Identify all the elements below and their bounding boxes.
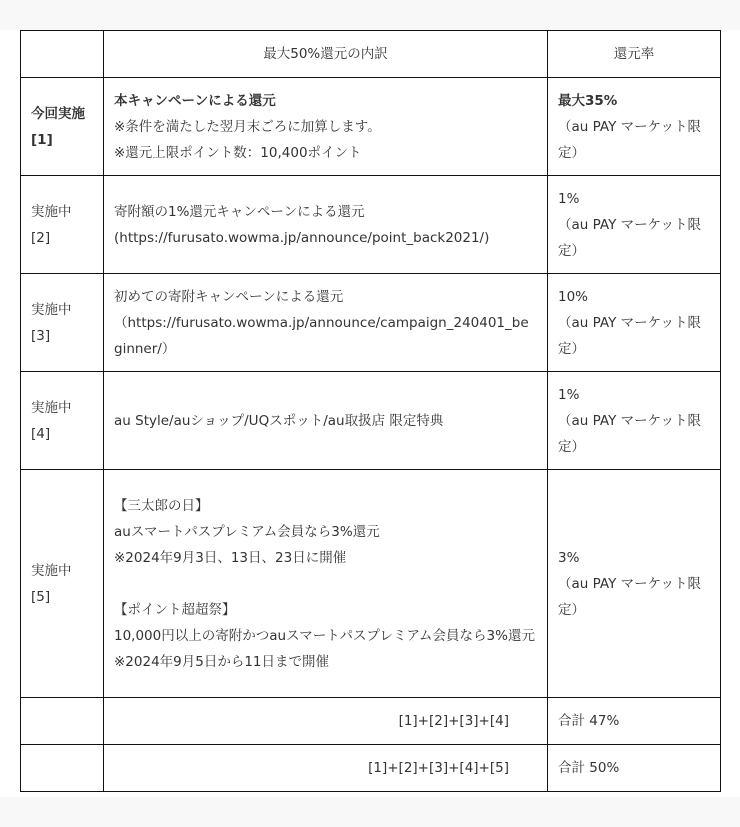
description-line: au Style/auショップ/UQスポット/au取扱店 限定特典 (114, 412, 444, 429)
description-line: 10,000円以上の寄附かつauスマートパスプレミアム会員なら3%還元 (114, 627, 535, 644)
table-header-row (21, 31, 721, 78)
header-rate: 還元率 (548, 31, 721, 78)
table-row (21, 372, 721, 470)
row-label: 実施中 [4] (21, 372, 104, 470)
rate-value: 1% (558, 190, 580, 207)
rate-value: 10% (558, 288, 589, 305)
description-line: 【ポイント超超祭】 (114, 601, 236, 618)
row-rate (548, 372, 721, 470)
row-label: 実施中 [2] (21, 176, 104, 274)
description-line: (https://furusato.wowma.jp/announce/point_back2021/) (114, 229, 490, 246)
row-label: 今回実施[1] (21, 78, 104, 176)
description-line: auスマートパスプレミアム会員なら3%還元 (114, 523, 380, 540)
rate-value: 3% (558, 549, 580, 566)
rate-note: （au PAY マーケット限定） (558, 412, 701, 455)
description-line: 寄附額の1%還元キャンペーンによる還元 (114, 203, 365, 220)
row-description (104, 372, 548, 470)
total-row (21, 698, 721, 745)
table-row (21, 176, 721, 274)
total-value: 合計 50% (548, 745, 721, 792)
rate-note: （au PAY マーケット限定） (558, 575, 701, 618)
rate-value: 最大35% (558, 92, 618, 109)
rate-note: （au PAY マーケット限定） (558, 216, 701, 259)
table-row (21, 78, 721, 176)
total-formula: [1]+[2]+[3]+[4]+[5] (104, 745, 548, 792)
row-rate (548, 176, 721, 274)
description-line: 【三太郎の日】 (114, 497, 209, 514)
total-formula: [1]+[2]+[3]+[4] (104, 698, 548, 745)
row-label: 実施中 [3] (21, 274, 104, 372)
rate-note: （au PAY マーケット限定） (558, 314, 701, 357)
total-row (21, 745, 721, 792)
row-label: 実施中 [5] (21, 470, 104, 698)
total-label-cell (21, 745, 104, 792)
rate-note: （au PAY マーケット限定） (558, 118, 701, 161)
description-line: ※還元上限ポイント数：10,400ポイント (114, 144, 362, 161)
page-content (0, 30, 740, 797)
total-label-cell (21, 698, 104, 745)
total-value: 合計 47% (548, 698, 721, 745)
row-description (104, 274, 548, 372)
header-cell-empty (21, 31, 104, 78)
rate-value: 1% (558, 386, 580, 403)
description-line: 初めての寄附キャンペーンによる還元 (114, 288, 344, 305)
row-rate (548, 274, 721, 372)
description-line: （https://furusato.wowma.jp/announce/campaign_240401_beginner/） (114, 314, 529, 357)
table-row (21, 470, 721, 698)
description-line (114, 571, 537, 597)
description-line: 本キャンペーンによる還元 (114, 92, 276, 109)
header-breakdown: 最大50%還元の内訳 (104, 31, 548, 78)
description-line: ※条件を満たした翌月末ごろに加算します。 (114, 118, 381, 135)
row-rate (548, 470, 721, 698)
row-description (104, 78, 548, 176)
description-line: ※2024年9月5日から11日まで開催 (114, 653, 330, 670)
row-description (104, 470, 548, 698)
cashback-breakdown-table (20, 30, 721, 792)
description-line: ※2024年9月3日、13日、23日に開催 (114, 549, 347, 566)
row-description (104, 176, 548, 274)
row-rate (548, 78, 721, 176)
table-row (21, 274, 721, 372)
